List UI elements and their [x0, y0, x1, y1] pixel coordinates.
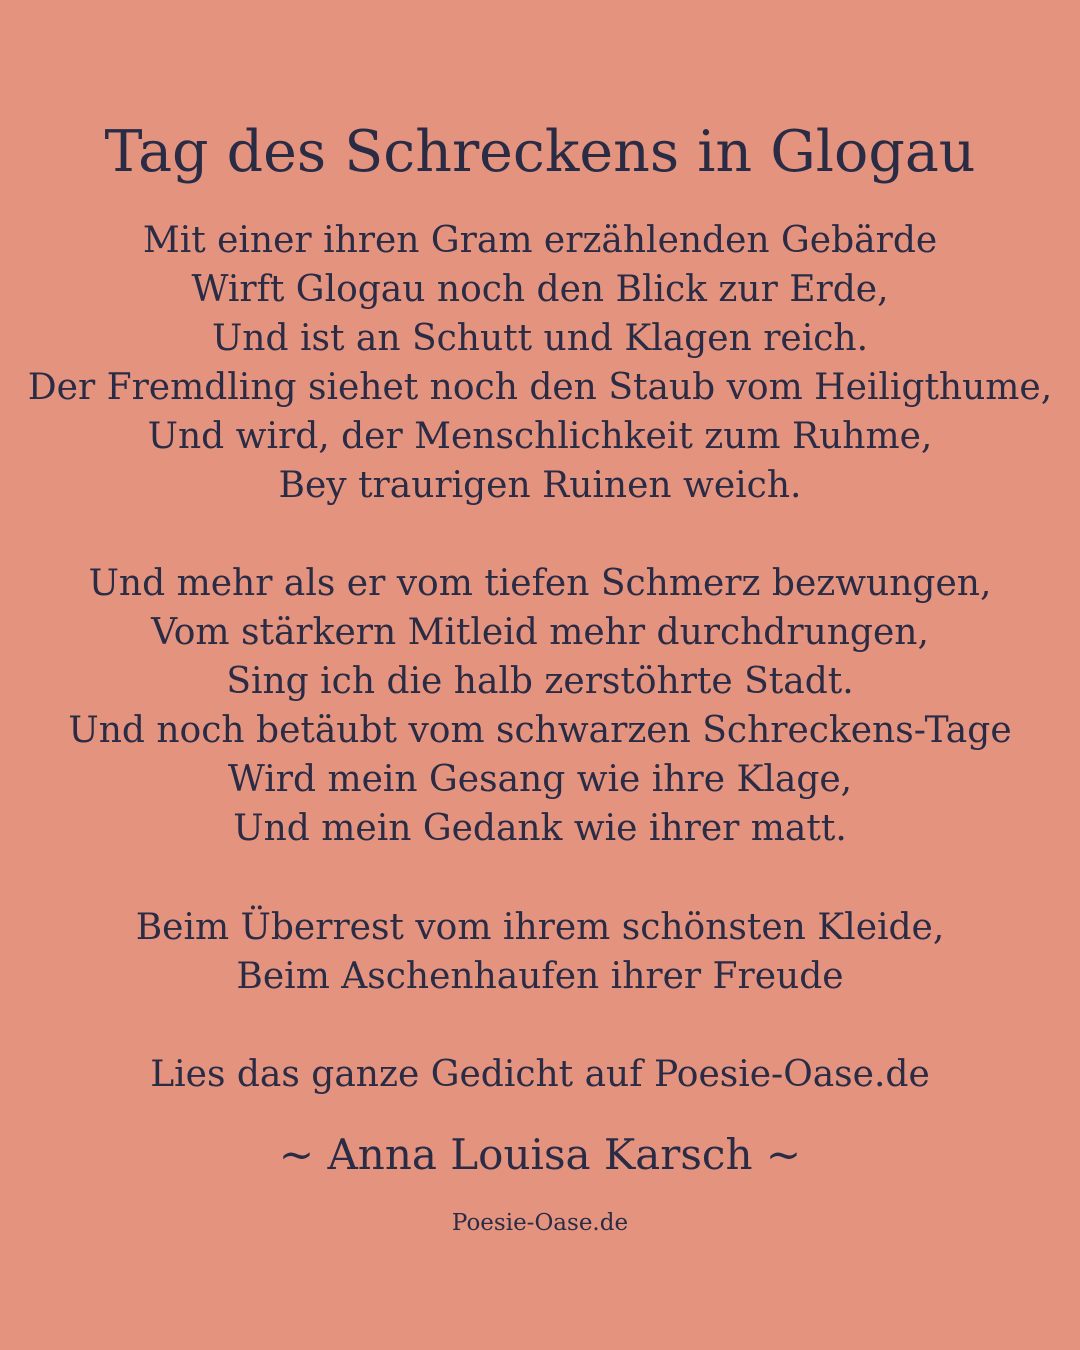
poem-line: Sing ich die halb zerstöhrte Stadt.	[226, 661, 854, 702]
poem-line: Beim Überrest vom ihrem schönsten Kleide,	[135, 907, 945, 948]
poem-line: Beim Aschenhaufen ihrer Freude	[236, 956, 844, 997]
poem-line: Wird mein Gesang wie ihre Klage,	[227, 759, 853, 800]
stanza-1	[0, 216, 1080, 510]
poem-line: Mit einer ihren Gram erzählenden Gebärde	[142, 220, 938, 261]
poem-line: Wirft Glogau noch den Blick zur Erde,	[191, 269, 889, 310]
stanza-3	[0, 903, 1080, 1001]
stanza-2	[0, 559, 1080, 853]
poem-line: Vom stärkern Mitleid mehr durchdrungen,	[151, 612, 929, 653]
poem-line: Und wird, der Menschlichkeit zum Ruhme,	[147, 416, 933, 457]
read-more-text: Lies das ganze Gedicht auf Poesie-Oase.de	[150, 1054, 930, 1095]
poem-line: Der Fremdling siehet noch den Staub vom Heiligthume,	[27, 367, 1053, 408]
poem-title: Tag des Schreckens in Glogau	[104, 119, 976, 185]
poem-line: Und noch betäubt vom schwarzen Schreckens-Tage	[68, 710, 1012, 751]
poem-line: Und mehr als er vom tiefen Schmerz bezwungen,	[88, 563, 992, 604]
site-watermark: Poesie-Oase.de	[451, 1210, 629, 1236]
poem-line: Und ist an Schutt und Klagen reich.	[211, 318, 869, 359]
poem-line: Bey traurigen Ruinen weich.	[278, 465, 802, 506]
poem-line: Und mein Gedank wie ihrer matt.	[233, 808, 847, 849]
author-name: ~ Anna Louisa Karsch ~	[278, 1130, 802, 1179]
